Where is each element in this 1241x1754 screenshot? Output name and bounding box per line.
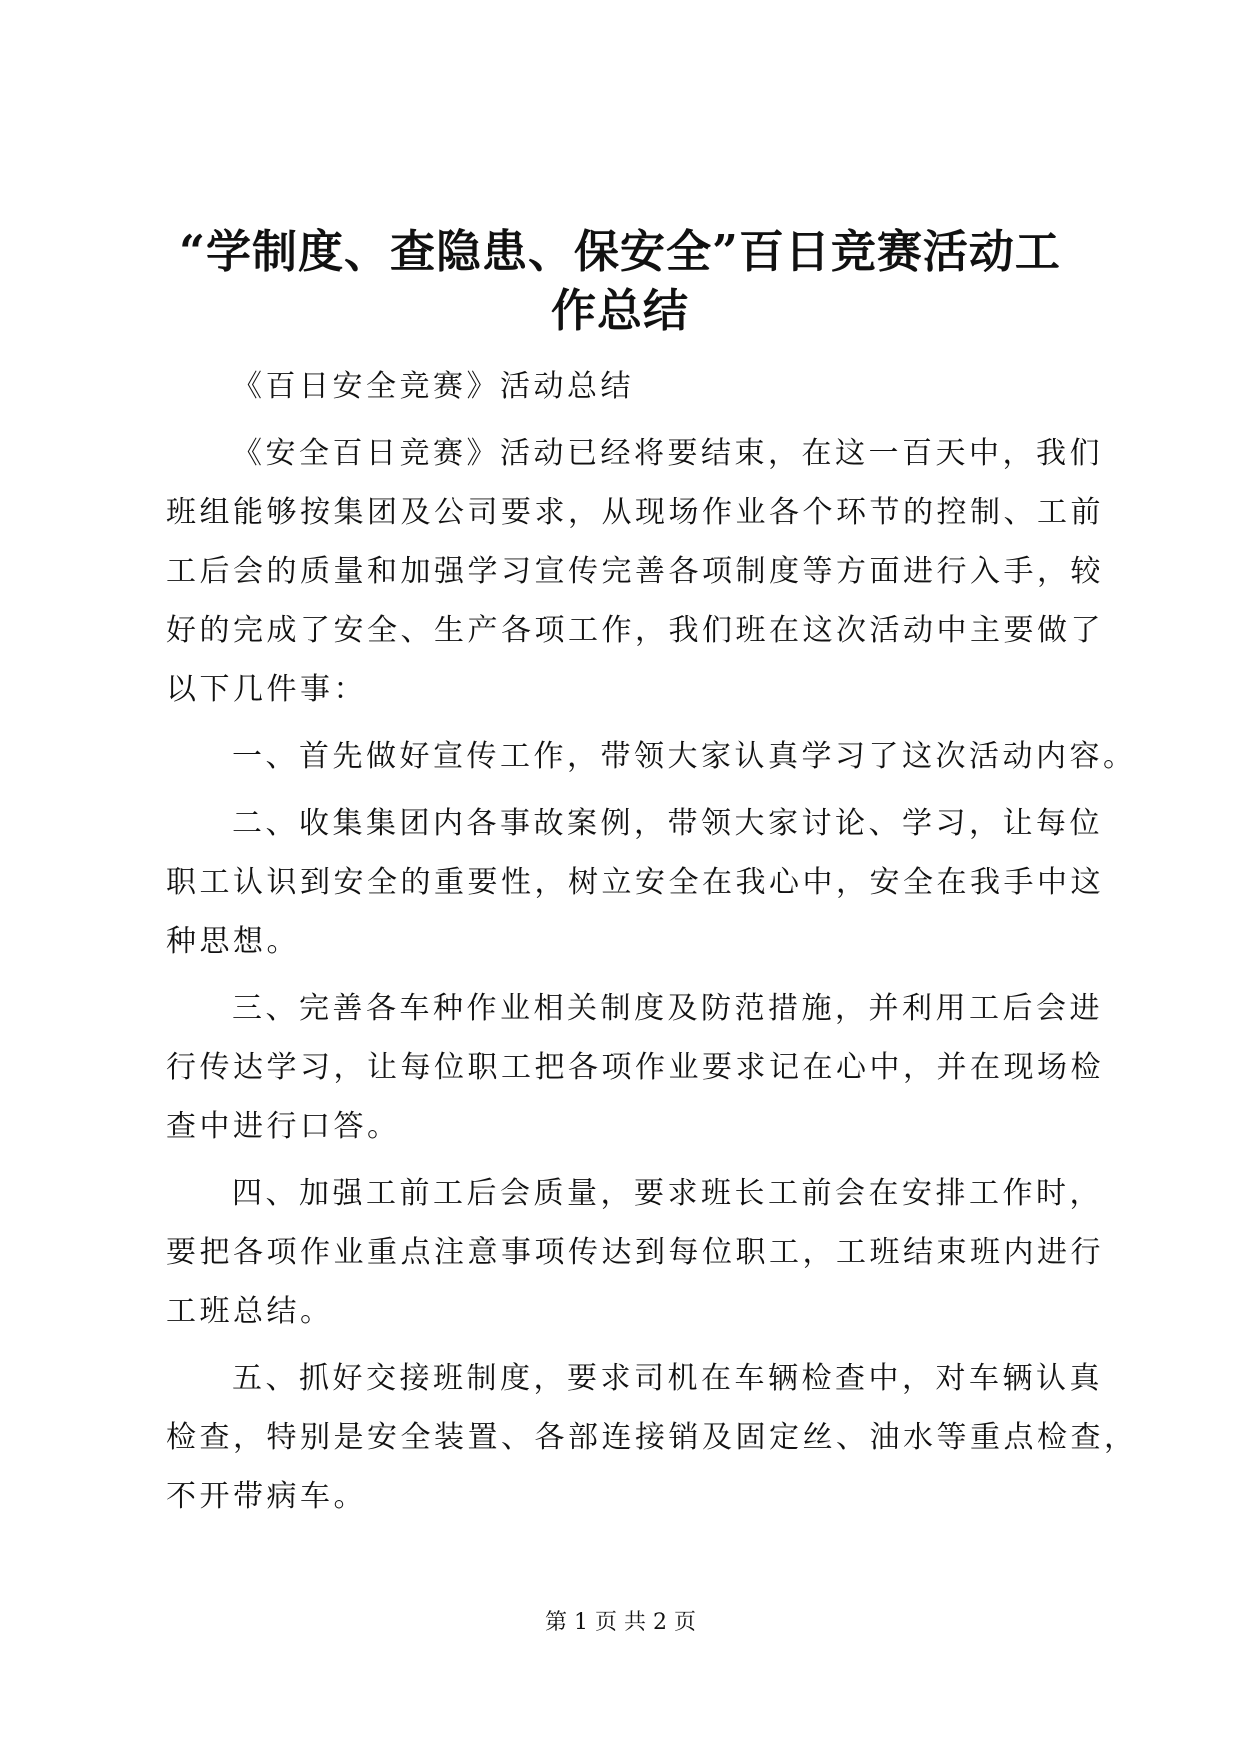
paragraph-line: 五、抓好交接班制度，要求司机在车辆检查中，对车辆认真 xyxy=(232,1361,1103,1396)
paragraph-item-2 xyxy=(166,794,1104,971)
paragraph-line: 不开带病车。 xyxy=(166,1479,367,1514)
paragraph-line: 班组能够按集团及公司要求，从现场作业各个环节的控制、工前 xyxy=(166,495,1104,530)
title-line: “学制度、查隐患、保安全”百日竞赛活动工 xyxy=(179,225,1061,278)
paragraph-line: 二、收集集团内各事故案例，带领大家讨论、学习，让每位 xyxy=(232,806,1103,841)
paragraph-line: 行传达学习，让每位职工把各项作业要求记在心中，并在现场检 xyxy=(166,1050,1104,1085)
paragraph-line: 好的完成了安全、生产各项工作，我们班在这次活动中主要做了 xyxy=(166,613,1104,648)
paragraph-line: 一、首先做好宣传工作，带领大家认真学习了这次活动内容。 xyxy=(232,739,1137,774)
paragraph-line: 工后会的质量和加强学习宣传完善各项制度等方面进行入手，较 xyxy=(166,554,1104,589)
paragraph-line: 以下几件事： xyxy=(166,672,367,707)
paragraph-line: 《安全百日竞赛》活动已经将要结束，在这一百天中，我们 xyxy=(232,436,1103,471)
paragraph-intro xyxy=(166,424,1104,719)
paragraph-item-3 xyxy=(166,979,1104,1156)
document-title xyxy=(150,220,1090,338)
page-footer: 第 1 页 共 2 页 xyxy=(545,1610,696,1635)
subtitle: 《百日安全竞赛》活动总结 xyxy=(232,369,634,404)
paragraph-line: 检查，特别是安全装置、各部连接销及固定丝、油水等重点检查， xyxy=(166,1420,1138,1455)
paragraph-line: 四、加强工前工后会质量，要求班长工前会在安排工作时， xyxy=(232,1176,1103,1211)
document-body xyxy=(166,357,1138,1526)
paragraph-item-4 xyxy=(166,1164,1104,1341)
paragraph-line: 职工认识到安全的重要性，树立安全在我心中，安全在我手中这 xyxy=(166,865,1104,900)
paragraph-line: 查中进行口答。 xyxy=(166,1109,401,1144)
paragraph-item-1 xyxy=(166,727,1137,786)
title-line: 作总结 xyxy=(550,284,689,337)
paragraph-line: 种思想。 xyxy=(166,924,300,959)
paragraph-item-5 xyxy=(166,1349,1138,1526)
paragraph-line: 工班总结。 xyxy=(166,1294,334,1329)
paragraph-line: 三、完善各车种作业相关制度及防范措施，并利用工后会进 xyxy=(232,991,1103,1026)
paragraph-line: 要把各项作业重点注意事项传达到每位职工，工班结束班内进行 xyxy=(166,1235,1104,1270)
